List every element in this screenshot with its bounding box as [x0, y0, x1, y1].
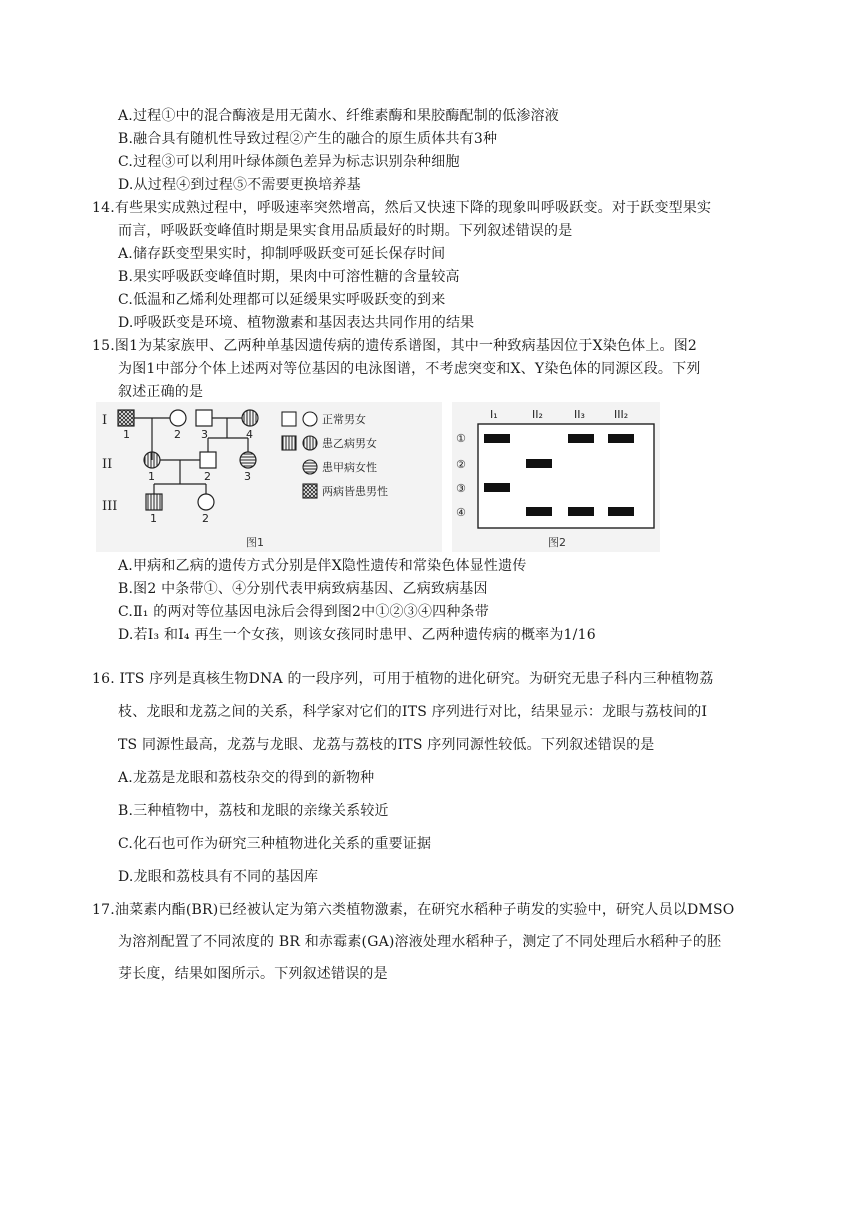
- gen-label-3: III: [102, 499, 118, 514]
- q16-stem-line2: 枝、龙眼和龙荔之间的关系，科学家对它们的ITS 序列进行对比，结果显示：龙眼与荔枝间的I: [118, 704, 708, 720]
- band-1-I1: [484, 434, 510, 443]
- q14-stem-line1: 14.有些果实成熟过程中，呼吸速率突然增高，然后又快速下降的现象叫呼吸跃变。对于跃变型果实: [92, 200, 712, 216]
- q13-option-d: D.从过程④到过程⑤不需要更换培养基: [118, 177, 361, 193]
- q15-option-a: A.甲病和乙病的遗传方式分别是伴X隐性遗传和常染色体显性遗传: [118, 558, 527, 574]
- band-4-II3: [568, 507, 594, 516]
- q16-stem-line3: TS 同源性最高，龙荔与龙眼、龙荔与荔枝的ITS 序列同源性较低。下列叙述错误的是: [118, 737, 655, 753]
- individual-I2: [170, 410, 186, 426]
- q13-option-c: C.过程③可以利用叶绿体颜色差异为标志识别杂种细胞: [118, 154, 460, 170]
- pedigree-figure: [96, 402, 442, 552]
- svg-text:1: 1: [150, 512, 157, 525]
- col-label-II2: II₂: [532, 408, 543, 421]
- individual-II3: [240, 452, 256, 468]
- legend-both-male: 两病皆患男性: [322, 485, 388, 498]
- svg-text:2: 2: [174, 428, 181, 441]
- q13-option-b: B.融合具有随机性导致过程②产生的融合的原生质体共有3种: [118, 131, 498, 147]
- band-4-III2: [608, 507, 634, 516]
- svg-text:2: 2: [202, 512, 209, 525]
- row-label-4: ④: [456, 506, 466, 519]
- band-4-II2: [526, 507, 552, 516]
- q15-option-b: B.图2 中条带①、④分别代表甲病致病基因、乙病致病基因: [118, 581, 488, 597]
- legend-disease-a-female: 患甲病女性: [322, 461, 377, 474]
- svg-text:1: 1: [148, 470, 155, 483]
- legend-normal: 正常男女: [322, 413, 366, 426]
- svg-text:4: 4: [246, 428, 253, 441]
- q14-option-b: B.果实呼吸跃变峰值时期，果肉中可溶性糖的含量较高: [118, 269, 460, 285]
- q14-option-c: C.低温和乙烯利处理都可以延缓果实呼吸跃变的到来: [118, 292, 446, 308]
- q15-stem-line1: 15.图1为某家族甲、乙两种单基因遗传病的遗传系谱图，其中一种致病基因位于X染色体上。图2: [92, 338, 698, 354]
- col-label-I1: I₁: [490, 408, 498, 421]
- band-2-II2: [526, 459, 552, 468]
- individual-I4: [242, 410, 258, 426]
- row-label-1: ①: [456, 432, 466, 445]
- svg-text:1: 1: [123, 428, 130, 441]
- row-label-3: ③: [456, 482, 466, 495]
- individual-II1: [144, 452, 160, 468]
- individual-II2: [200, 452, 216, 468]
- col-label-III2: III₂: [614, 408, 629, 421]
- fig2-caption: 图2: [548, 536, 566, 549]
- q14-stem-line2: 而言，呼吸跃变峰值时期是果实食用品质最好的时期。下列叙述错误的是: [118, 223, 573, 239]
- q17-stem-line1: 17.油菜素内酯(BR)已经被认定为第六类植物激素，在研究水稻种子萌发的实验中，研究人员以DMSO: [92, 902, 735, 918]
- q13-option-a: A.过程①中的混合酶液是用无菌水、纤维素酶和果胶酶配制的低渗溶液: [118, 108, 559, 124]
- individual-I3: [196, 410, 212, 426]
- q15-option-d: D.若Ⅰ₃ 和Ⅰ₄ 再生一个女孩，则该女孩同时患甲、乙两种遗传病的概率为1/16: [118, 627, 596, 643]
- svg-text:3: 3: [201, 428, 208, 441]
- electrophoresis-figure: [452, 402, 660, 552]
- row-label-2: ②: [456, 458, 466, 471]
- band-1-III2: [608, 434, 634, 443]
- q15-option-c: C.Ⅱ₁ 的两对等位基因电泳后会得到图2中①②③④四种条带: [118, 604, 489, 620]
- q15-stem-line2: 为图1中部分个体上述两对等位基因的电泳图谱，不考虑突变和X、Y染色体的同源区段。下列: [118, 361, 701, 377]
- q16-stem-line1: 16. ITS 序列是真核生物DNA 的一段序列，可用于植物的进化研究。为研究无患子科内三种植物荔: [92, 671, 714, 687]
- col-label-II3: II₃: [574, 408, 585, 421]
- q16-option-a: A.龙荔是龙眼和荔枝杂交的得到的新物种: [118, 770, 375, 786]
- q17-stem-line2: 为溶剂配置了不同浓度的 BR 和赤霉素(GA)溶液处理水稻种子，测定了不同处理后水稻种子的胚: [118, 934, 722, 950]
- q15-stem-line3: 叙述正确的是: [118, 384, 204, 400]
- gen-label-1: I: [102, 413, 108, 428]
- q16-option-d: D.龙眼和荔枝具有不同的基因库: [118, 869, 319, 885]
- band-1-II3: [568, 434, 594, 443]
- q17-stem-line3: 芽长度，结果如图所示。下列叙述错误的是: [118, 966, 388, 982]
- gen-label-2: II: [102, 457, 113, 472]
- fig1-caption: 图1: [246, 536, 264, 549]
- svg-text:2: 2: [204, 470, 211, 483]
- svg-text:3: 3: [244, 470, 251, 483]
- q16-option-c: C.化石也可作为研究三种植物进化关系的重要证据: [118, 836, 432, 852]
- q16-option-b: B.三种植物中，荔枝和龙眼的亲缘关系较近: [118, 803, 389, 819]
- individual-I1: [118, 410, 134, 426]
- individual-III1: [146, 494, 162, 510]
- q14-option-d: D.呼吸跃变是环境、植物激素和基因表达共同作用的结果: [118, 315, 475, 331]
- legend-disease-b: 患乙病男女: [322, 437, 377, 450]
- band-3-I1: [484, 483, 510, 492]
- q14-option-a: A.储存跃变型果实时，抑制呼吸跃变可延长保存时间: [118, 246, 446, 262]
- individual-III2: [198, 494, 214, 510]
